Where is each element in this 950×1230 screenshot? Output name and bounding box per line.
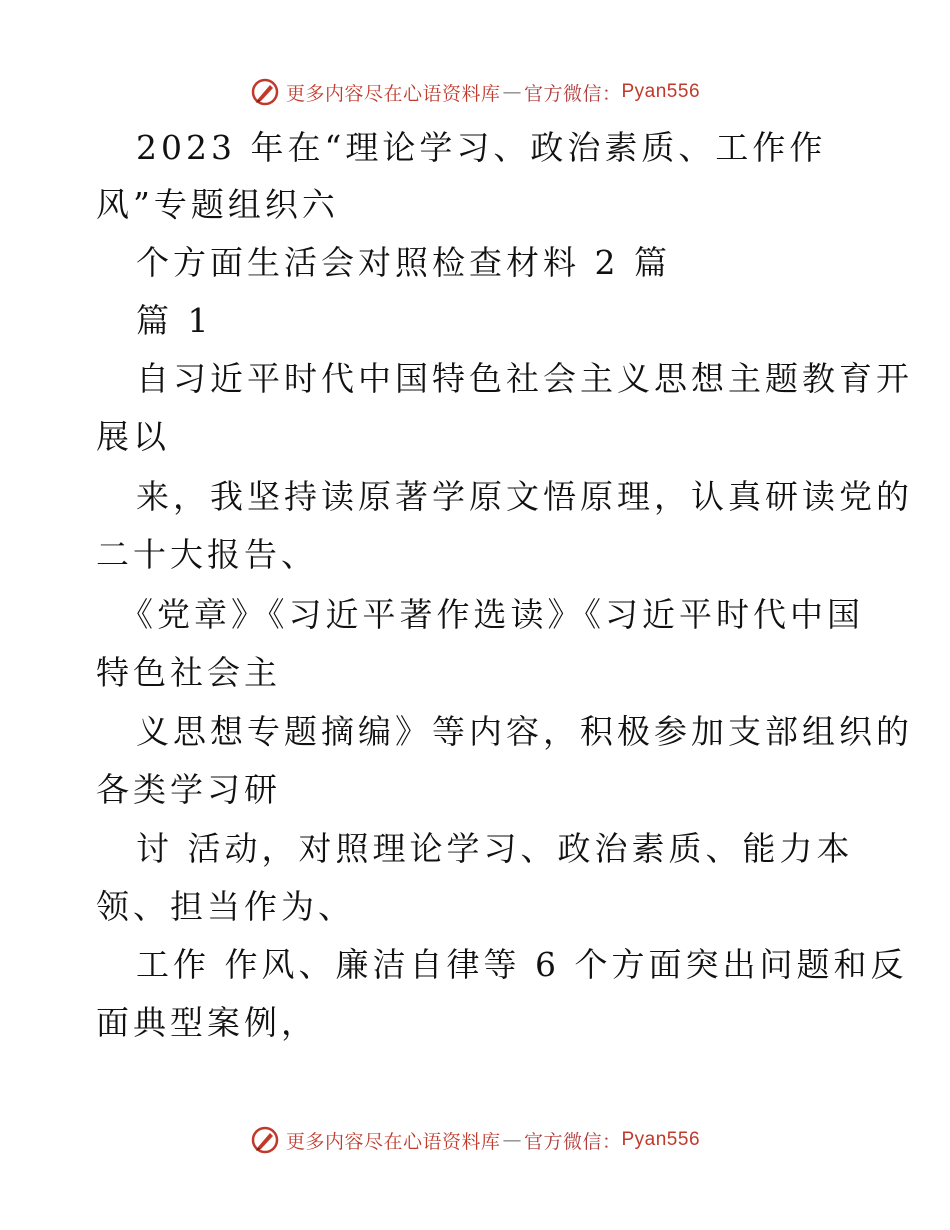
watermark-banner-bottom: [0, 1120, 950, 1160]
watermark-main-text: 更多内容尽在心语资料库: [285, 82, 501, 105]
body-line: 面典型案例，: [96, 1003, 318, 1042]
body-line: 展以: [96, 417, 170, 456]
pen-logo-icon: [250, 1125, 280, 1155]
watermark-separator: —: [502, 81, 522, 103]
watermark-sub-text: 官方微信：: [523, 1130, 622, 1153]
body-line: 2023 年在“理论学习、政治素质、工作作: [136, 128, 827, 167]
body-line: 讨 活动，对照理论学习、政治素质、能力本: [136, 829, 854, 868]
watermark-wechat-id: Pyan556: [621, 1129, 701, 1150]
watermark-wechat-id: Pyan556: [621, 81, 701, 102]
body-line: 特色社会主: [96, 653, 281, 692]
watermark-sub-text: 官方微信：: [523, 82, 622, 105]
body-line: 工作 作风、廉洁自律等 6 个方面突出问题和反: [136, 945, 908, 984]
body-line: 自习近平时代中国特色社会主义思想主题教育开: [136, 359, 913, 398]
body-line: 义思想专题摘编》等内容，积极参加支部组织的: [136, 712, 913, 751]
body-line: 各类学习研: [96, 770, 281, 809]
body-line: 风”专题组织六: [96, 185, 339, 224]
watermark-main-text: 更多内容尽在心语资料库: [285, 1130, 501, 1153]
body-line: 篇 1: [136, 301, 213, 340]
body-line: 领、担当作为、: [96, 887, 355, 926]
body-line: 来，我坚持读原著学原文悟原理，认真研读党的: [136, 477, 913, 516]
watermark-separator: —: [502, 1129, 522, 1151]
body-line: 《党章》《习近平著作选读》《习近平时代中国: [120, 595, 864, 634]
body-line: 二十大报告、: [96, 535, 318, 574]
body-line: 个方面生活会对照检查材料 2 篇: [136, 243, 671, 282]
